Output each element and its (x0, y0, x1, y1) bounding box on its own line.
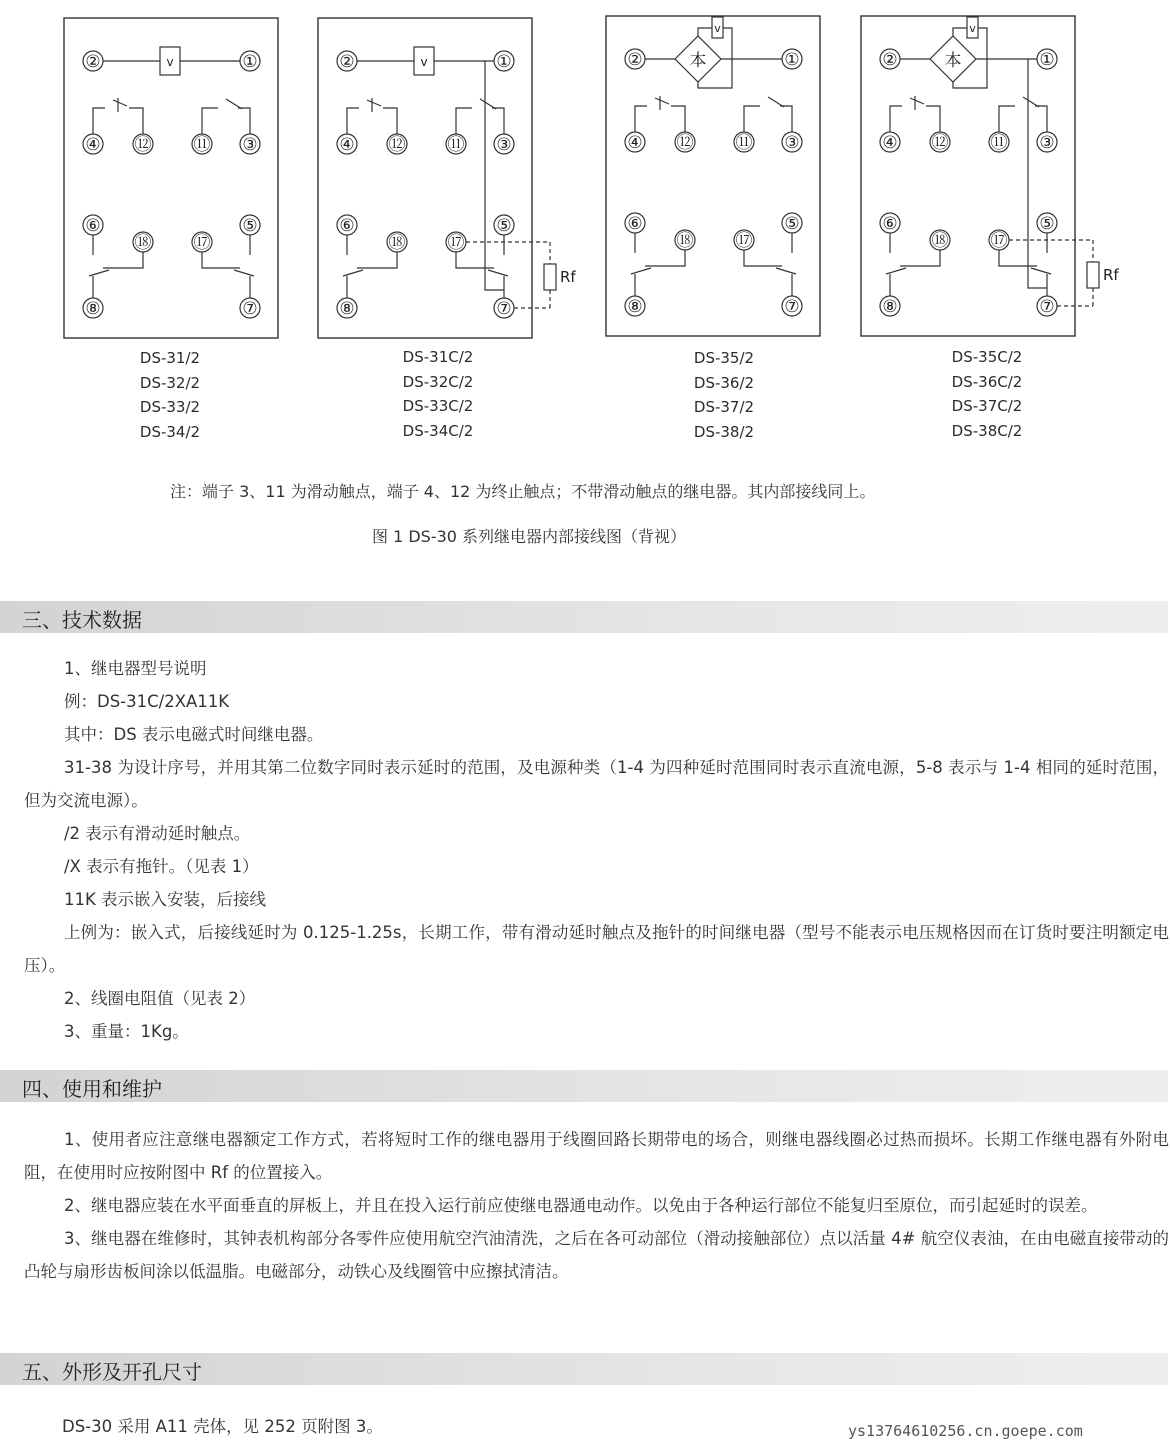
section-5-text: DS-30 采用 A11 壳体，见 252 页附图 3。 (62, 1417, 383, 1436)
wire (202, 252, 240, 268)
terminal-label: ② (627, 50, 643, 70)
wire (744, 106, 760, 132)
rectifier-label: 本 (689, 51, 707, 71)
wire (492, 108, 504, 134)
wire (910, 98, 924, 104)
section-header-3 (0, 601, 1168, 633)
section-4-body (24, 1123, 1169, 1288)
paragraph: 1、继电器型号说明 (64, 659, 207, 678)
paragraph: 3、重量：1Kg。 (64, 1022, 189, 1041)
paragraph: 2、继电器应装在水平面垂直的屏板上，并且在投入运行前应使继电器通电动作。以免由于各种运行部位不能复归至原位，而引起延时的误差。 (64, 1196, 1098, 1215)
model-list-4 (937, 345, 1037, 443)
figure-caption: 图 1 DS-30 系列继电器内部接线图（背视） (372, 527, 687, 546)
wire (129, 108, 143, 134)
wire (776, 268, 796, 274)
paragraph: 2、线圈电阻值（见表 2） (64, 989, 256, 1008)
terminal-label: ④ (882, 133, 898, 153)
terminal-label: ① (784, 50, 800, 70)
wire (1031, 268, 1051, 274)
terminal-label: ⑫ (676, 133, 694, 153)
wire (926, 106, 940, 132)
model-label: DS-35C/2 (951, 348, 1023, 366)
wire (999, 106, 1015, 132)
model-label: DS-31/2 (139, 349, 201, 367)
relay-diagram-2 (318, 18, 576, 338)
resistor-label: Rf (560, 268, 576, 286)
model-label: DS-35/2 (693, 349, 755, 367)
terminal-label: ④ (339, 135, 355, 155)
model-label: DS-37C/2 (951, 397, 1023, 415)
paragraph: 其中：DS 表示电磁式时间继电器。 (64, 725, 324, 744)
model-label: DS-37/2 (693, 398, 755, 416)
section-header-5 (0, 1353, 1168, 1385)
terminal-label: ⑧ (882, 297, 898, 317)
terminal-label: ⑥ (85, 216, 101, 236)
section-title: 五、外形及开孔尺寸 (22, 1360, 202, 1384)
section-3-body (24, 652, 1169, 1048)
terminal-label: ⑤ (784, 214, 800, 234)
wire (89, 270, 109, 276)
terminal-label: ⑪ (447, 135, 465, 155)
wire (456, 108, 472, 134)
terminal-label: ② (339, 52, 355, 72)
model-label: DS-32/2 (139, 373, 201, 392)
rectifier-label: 本 (944, 51, 962, 71)
wire (383, 108, 397, 134)
section-header-4 (0, 1070, 1168, 1102)
external-resistor (544, 264, 556, 290)
external-resistor (1087, 262, 1099, 288)
terminal-label: ⑰ (990, 231, 1008, 251)
wire (780, 106, 792, 132)
wire (202, 108, 218, 134)
terminal-label: ② (85, 52, 101, 72)
terminal-label: ⑱ (134, 233, 152, 253)
section-title: 三、技术数据 (22, 608, 142, 632)
terminal-label: ① (1039, 50, 1055, 70)
model-label: DS-31C/2 (402, 348, 474, 366)
terminal-label: ⑤ (1039, 214, 1055, 234)
wire (347, 108, 359, 134)
coil-label: v (969, 22, 976, 35)
terminal-label: ⑧ (339, 299, 355, 319)
terminal-label: ⑱ (931, 231, 949, 251)
wire (1035, 106, 1047, 132)
terminal-label: ⑧ (627, 297, 643, 317)
wire (645, 250, 685, 266)
wiring-diagrams (0, 0, 1170, 345)
terminal-label: ⑦ (496, 299, 512, 319)
terminal-label: ③ (242, 135, 258, 155)
wire (367, 100, 381, 106)
paragraph: 3、继电器在维修时，其钟表机构部分各零件应使用航空汽油清洗，之后在各可动部位（滑动接触部位）点以活量 4# 航空仪表油，在由电磁直接带动的凸轮与扇形齿板间涂以低温脂。电磁部分，动铁心及线圈管中应擦拭清洁。 (24, 1229, 1169, 1281)
wire (890, 106, 902, 132)
terminal-label: ③ (1039, 133, 1055, 153)
wire (900, 250, 940, 266)
wire (999, 250, 1037, 266)
terminal-label: ⑪ (735, 133, 753, 153)
relay-diagram-3 (606, 16, 820, 336)
terminal-label: ① (496, 52, 512, 72)
wire (343, 270, 363, 276)
terminal-label: ① (242, 52, 258, 72)
model-list-1 (120, 346, 220, 444)
terminal-label: ⑰ (447, 233, 465, 253)
terminal-label: ⑰ (193, 233, 211, 253)
paragraph: 1、使用者应注意继电器额定工作方式，若将短时工作的继电器用于线圈回路长期带电的场合，则继电器线圈必过热而损坏。长期工作继电器有外附电阻，在使用时应按附图中 Rf 的位置接入。 (24, 1130, 1169, 1182)
terminal-label: ⑱ (388, 233, 406, 253)
wire (456, 252, 494, 268)
figure-note: 注：端子 3、11 为滑动触点，端子 4、12 为终止触点；不带滑动触点的继电器。其内部接线同上。 (170, 482, 876, 501)
terminal-label: ⑦ (1039, 297, 1055, 317)
wire (744, 250, 782, 266)
wire (103, 252, 143, 268)
terminal-label: ⑱ (676, 231, 694, 251)
wire (234, 270, 254, 276)
model-list-3 (674, 346, 774, 444)
model-label: DS-34/2 (139, 422, 201, 441)
wire (953, 28, 967, 36)
terminal-label: ⑫ (931, 133, 949, 153)
relay-diagram-1 (64, 18, 278, 338)
wire (631, 268, 651, 274)
wire (635, 106, 647, 132)
model-label: DS-33/2 (139, 398, 201, 416)
model-label: DS-38/2 (693, 422, 755, 441)
terminal-label: ② (882, 50, 898, 70)
paragraph: 例：DS-31C/2XA11K (64, 692, 230, 711)
model-label: DS-36C/2 (951, 372, 1023, 391)
model-list-2 (388, 345, 488, 443)
wire (698, 28, 712, 36)
terminal-label: ④ (85, 135, 101, 155)
coil-label: v (714, 22, 721, 35)
terminal-label: ⑫ (388, 135, 406, 155)
resistor-label: Rf (1103, 266, 1119, 284)
wire (93, 108, 105, 134)
wire (655, 98, 669, 104)
paragraph: /2 表示有滑动延时触点。 (64, 824, 251, 843)
paragraph: 上例为：嵌入式，后接线延时为 0.125-1.25s，长期工作，带有滑动延时触点及拖针的时间继电器（型号不能表示电压规格因而在订货时要注明额定电压）。 (24, 923, 1169, 975)
terminal-label: ③ (784, 133, 800, 153)
wire (357, 252, 397, 268)
terminal-label: ⑰ (735, 231, 753, 251)
model-label: DS-34C/2 (402, 421, 474, 440)
watermark: ys13764610256.cn.goepe.com (848, 1422, 1083, 1440)
terminal-label: ⑥ (882, 214, 898, 234)
terminal-label: ⑪ (193, 135, 211, 155)
wire (886, 268, 906, 274)
section-title: 四、使用和维护 (22, 1077, 162, 1101)
terminal-label: ⑥ (339, 216, 355, 236)
wire (485, 61, 504, 290)
terminal-label: ⑦ (784, 297, 800, 317)
wire (238, 108, 250, 134)
coil-label: v (420, 55, 428, 69)
wire (671, 106, 685, 132)
terminal-label: ⑤ (242, 216, 258, 236)
terminal-label: ⑥ (627, 214, 643, 234)
model-label: DS-36/2 (693, 373, 755, 392)
terminal-label: ③ (496, 135, 512, 155)
terminal-label: ⑪ (990, 133, 1008, 153)
coil-label: v (166, 55, 174, 69)
wire (488, 270, 508, 276)
paragraph: /X 表示有拖针。（见表 1） (64, 857, 259, 876)
wire (1028, 59, 1047, 288)
terminal-label: ⑦ (242, 299, 258, 319)
model-label: DS-32C/2 (402, 372, 474, 391)
model-label: DS-38C/2 (951, 421, 1023, 440)
model-label: DS-33C/2 (402, 397, 474, 415)
terminal-label: ④ (627, 133, 643, 153)
terminal-label: ⑫ (134, 135, 152, 155)
terminal-label: ⑧ (85, 299, 101, 319)
paragraph: 11K 表示嵌入安装，后接线 (64, 890, 267, 909)
terminal-label: ⑤ (496, 216, 512, 236)
relay-diagram-4 (861, 16, 1119, 336)
paragraph: 31-38 为设计序号，并用其第二位数字同时表示延时的范围，及电源种类（1-4 为四种延时范围同时表示直流电源，5-8 表示与 1-4 相同的延时范围，但为交流电源）。 (24, 758, 1169, 810)
wire (113, 100, 127, 106)
